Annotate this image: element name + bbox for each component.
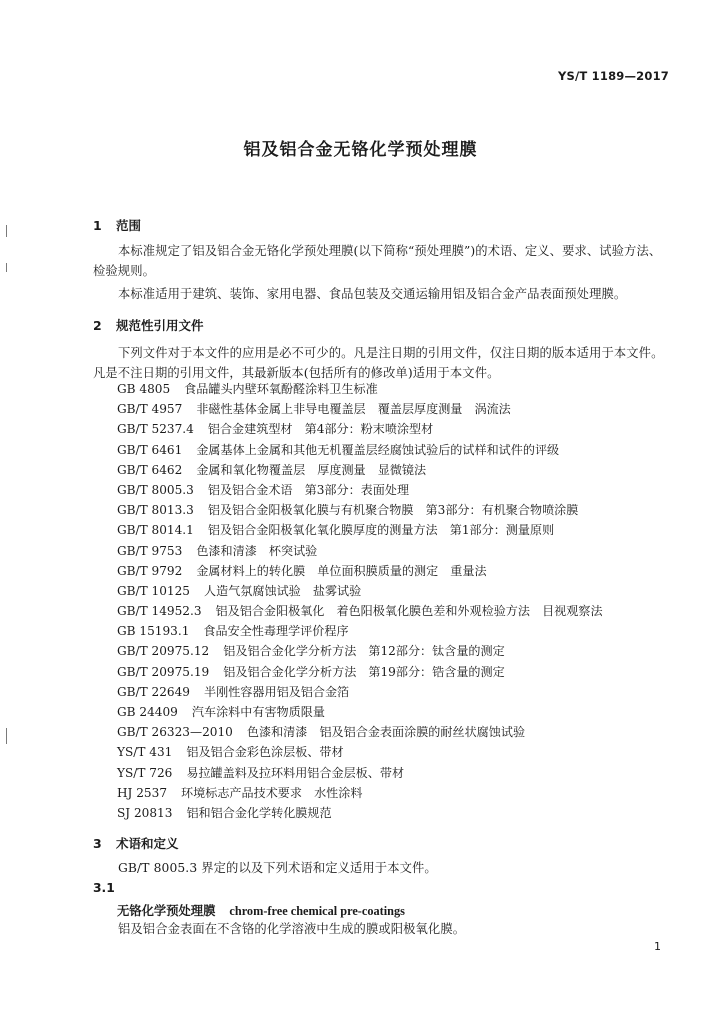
reference-item xyxy=(117,722,603,742)
reference-item xyxy=(117,399,603,419)
reference-code: YS/T 726 xyxy=(117,765,173,780)
reference-code: GB/T 26323—2010 xyxy=(117,725,233,740)
reference-title: 铝及铝合金化学分析方法 第19部分：锆含量的测定 xyxy=(223,664,505,679)
reference-title: 色漆和清漆 铝及铝合金表面涂膜的耐丝状腐蚀试验 xyxy=(246,725,526,740)
reference-title: 铝及铝合金阳极氧化氧化膜厚度的测量方法 第1部分：测量原则 xyxy=(207,523,555,538)
reference-code: GB/T 10125 xyxy=(117,583,191,598)
normative-reference-list xyxy=(117,379,603,823)
reference-code: GB/T 6461 xyxy=(117,442,183,457)
term-entry xyxy=(117,901,405,919)
reference-item xyxy=(117,480,603,500)
page-number: 1 xyxy=(654,940,661,953)
reference-title: 人造气氛腐蚀试验 盐雾试验 xyxy=(204,583,362,598)
reference-item xyxy=(117,702,603,722)
reference-title: 金属材料上的转化膜 单位面积膜质量的测定 重量法 xyxy=(196,563,487,578)
reference-item xyxy=(117,379,603,399)
reference-code: GB/T 20975.12 xyxy=(117,644,210,659)
section-title: 范围 xyxy=(116,218,142,233)
section-title: 规范性引用文件 xyxy=(116,318,204,333)
section-number: 3 xyxy=(93,836,102,851)
section-1-paragraph-2: 本标准适用于建筑、装饰、家用电器、食品包装及交通运输用铝及铝合金产品表面预处理膜。 xyxy=(118,287,627,301)
section-number: 1 xyxy=(93,218,102,233)
reference-item xyxy=(117,500,603,520)
section-title: 术语和定义 xyxy=(116,836,179,851)
reference-item xyxy=(117,742,603,762)
reference-code: GB 4805 xyxy=(117,382,171,396)
reference-item xyxy=(117,561,603,581)
reference-item xyxy=(117,460,603,480)
reference-title: 铝及铝合金阳极氧化膜与有机聚合物膜 第3部分：有机聚合物喷涂膜 xyxy=(207,503,579,518)
reference-item xyxy=(117,641,603,661)
scan-mark xyxy=(6,225,7,237)
subsection-number: 3.1 xyxy=(93,881,115,895)
reference-item xyxy=(117,803,603,823)
reference-code: HJ 2537 xyxy=(117,785,168,800)
reference-code: YS/T 431 xyxy=(117,745,173,760)
section-1-heading xyxy=(93,216,141,234)
section-3-paragraph-1: GB/T 8005.3 界定的以及下列术语和定义适用于本文件。 xyxy=(118,861,437,875)
reference-item xyxy=(117,763,603,783)
section-1-paragraph-1: 本标准规定了铝及铝合金无铬化学预处理膜(以下简称“预处理膜”)的术语、定义、要求、试验方法、检验规则。 xyxy=(93,244,662,278)
reference-title: 食品安全性毒理学评价程序 xyxy=(203,624,349,639)
reference-code: GB/T 5237.4 xyxy=(117,422,194,437)
scan-mark xyxy=(6,728,7,744)
reference-item xyxy=(117,541,603,561)
document-title: 铝及铝合金无铬化学预处理膜 xyxy=(243,140,478,160)
reference-code: GB/T 9792 xyxy=(117,563,183,578)
reference-title: 金属和氧化物覆盖层 厚度测量 显微镜法 xyxy=(196,462,427,477)
reference-item xyxy=(117,440,603,460)
reference-title: 半刚性容器用铝及铝合金箔 xyxy=(204,684,350,699)
section-3-heading xyxy=(93,834,179,852)
reference-code: GB/T 8014.1 xyxy=(117,523,194,538)
section-2-paragraph-1: 下列文件对于本文件的应用是必不可少的。凡是注日期的引用文件，仅注日期的版本适用于本文件。凡是不注日期的引用文件，其最新版本(包括所有的修改单)适用于本文件。 xyxy=(93,346,664,380)
reference-item xyxy=(117,783,603,803)
reference-title: 环境标志产品技术要求 水性涂料 xyxy=(181,785,363,800)
term-english: chrom-free chemical pre-coatings xyxy=(229,904,405,918)
reference-code: GB/T 20975.19 xyxy=(117,664,210,679)
reference-title: 汽车涂料中有害物质限量 xyxy=(191,705,325,719)
document-code: YS/T 1189—2017 xyxy=(558,69,669,83)
reference-code: GB/T 9753 xyxy=(117,543,183,558)
reference-code: GB 15193.1 xyxy=(117,624,190,639)
reference-title: 铝及铝合金化学分析方法 第12部分：钛含量的测定 xyxy=(223,644,505,659)
reference-item xyxy=(117,601,603,621)
reference-title: 铝合金建筑型材 第4部分：粉末喷涂型材 xyxy=(207,422,434,437)
reference-code: GB/T 22649 xyxy=(117,684,191,699)
reference-item xyxy=(117,662,603,682)
reference-title: 铝及铝合金术语 第3部分：表面处理 xyxy=(207,482,410,497)
reference-title: 易拉罐盖料及拉环料用铝合金层板、带材 xyxy=(186,765,405,780)
reference-title: 色漆和清漆 杯突试验 xyxy=(196,543,318,558)
reference-item xyxy=(117,682,603,702)
reference-title: 金属基体上金属和其他无机覆盖层经腐蚀试验后的试样和试件的评级 xyxy=(196,442,560,457)
reference-code: GB/T 8013.3 xyxy=(117,503,194,518)
reference-title: 铝及铝合金阳极氧化 着色阳极氧化膜色差和外观检验方法 目视观察法 xyxy=(215,604,603,619)
reference-title: 非磁性基体金属上非导电覆盖层 覆盖层厚度测量 涡流法 xyxy=(196,402,511,417)
reference-item xyxy=(117,419,603,439)
reference-code: SJ 20813 xyxy=(117,805,173,820)
section-number: 2 xyxy=(93,318,102,333)
term-chinese: 无铬化学预处理膜 xyxy=(117,904,216,918)
reference-item xyxy=(117,520,603,540)
reference-code: GB/T 8005.3 xyxy=(117,482,194,497)
reference-code: GB/T 6462 xyxy=(117,462,183,477)
reference-item xyxy=(117,621,603,641)
reference-code: GB/T 4957 xyxy=(117,402,183,417)
term-definition: 铝及铝合金表面在不含铬的化学溶液中生成的膜或阳极氧化膜。 xyxy=(118,922,466,936)
scan-mark xyxy=(6,263,7,272)
reference-title: 铝及铝合金彩色涂层板、带材 xyxy=(186,745,344,760)
reference-title: 食品罐头内壁环氧酚醛涂料卫生标准 xyxy=(184,382,378,396)
reference-title: 铝和铝合金化学转化膜规范 xyxy=(186,805,332,820)
reference-code: GB 24409 xyxy=(117,705,178,719)
reference-code: GB/T 14952.3 xyxy=(117,604,202,619)
section-2-heading xyxy=(93,316,204,334)
reference-item xyxy=(117,581,603,601)
